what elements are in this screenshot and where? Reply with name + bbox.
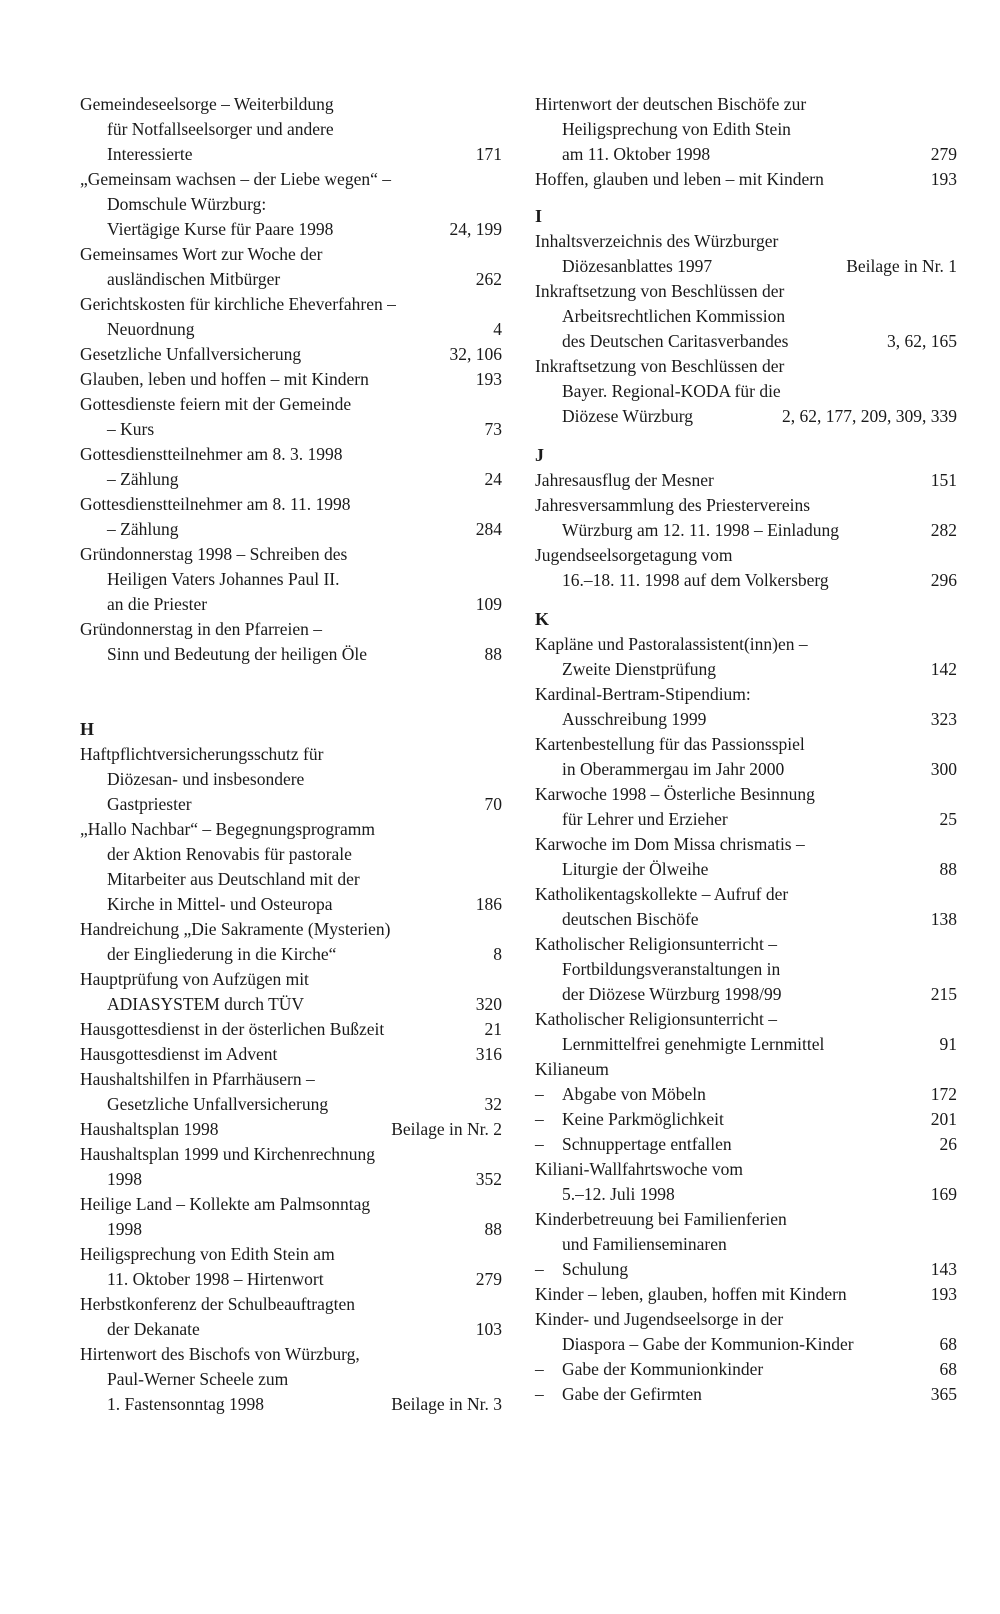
entry-text: Viertägige Kurse für Paare 1998: [107, 219, 334, 239]
entry-text: 5.–12. Juli 1998: [562, 1184, 675, 1204]
entry-text: Gabe der Kommunionkinder: [562, 1359, 764, 1379]
entry-text: Fortbildungsveranstaltungen in: [562, 959, 781, 979]
entry-page: Beilage in Nr. 2: [391, 1119, 502, 1139]
entry-text: Katholikentagskollekte – Aufruf der: [535, 884, 789, 904]
entry-page: 4: [493, 319, 502, 339]
index-entry: [80, 617, 502, 667]
entry-page: 142: [930, 659, 957, 679]
entry-text: Haftpflichtversicherungsschutz für: [80, 744, 324, 764]
index-entry: [80, 242, 502, 292]
entry-text: Haushaltsplan 1999 und Kirchenrechnung: [80, 1144, 375, 1164]
index-entry: [535, 832, 957, 882]
index-entry: [80, 1117, 502, 1142]
index-entry: [80, 542, 502, 617]
entry-page: 282: [930, 520, 957, 540]
entry-text: Gründonnerstag in den Pfarreien –: [80, 619, 323, 639]
entry-text: Keine Parkmöglichkeit: [562, 1109, 724, 1129]
entry-text: Heiligsprechung von Edith Stein am: [80, 1244, 335, 1264]
index-entry: [535, 1157, 957, 1207]
entry-text: Jahresausflug der Mesner: [535, 470, 714, 490]
index-entry: [535, 229, 957, 279]
entry-text: Hausgottesdienst in der österlichen Bußzeit: [80, 1019, 385, 1039]
entry-page: 193: [475, 369, 502, 389]
entry-text: Kiliani-Wallfahrtswoche vom: [535, 1159, 744, 1179]
entry-page: 88: [484, 644, 502, 664]
entry-text: ausländischen Mitbürger: [107, 269, 281, 289]
entry-page: 201: [930, 1109, 957, 1129]
entry-text: Jahresversammlung des Priestervereins: [535, 495, 811, 515]
entry-page: 143: [930, 1259, 957, 1279]
entry-text: der Eingliederung in die Kirche“: [107, 944, 337, 964]
index-entry: [535, 682, 957, 732]
entry-page: 169: [930, 1184, 957, 1204]
index-entry: [80, 92, 502, 167]
entry-text: deutschen Bischöfe: [562, 909, 699, 929]
entry-page: 323: [930, 709, 957, 729]
entry-text: Abgabe von Möbeln: [562, 1084, 706, 1104]
index-entry: [80, 1017, 502, 1042]
entry-text: Diözesan- und insbesondere: [107, 769, 305, 789]
entry-text: Gottesdienste feiern mit der Gemeinde: [80, 394, 352, 414]
entry-page: 262: [475, 269, 502, 289]
entry-text: Schulung: [562, 1259, 629, 1279]
entry-text: „Gemeinsam wachsen – der Liebe wegen“ –: [80, 169, 391, 189]
index-entry: [535, 1007, 957, 1057]
entry-text: Arbeitsrechtlichen Kommission: [562, 306, 786, 326]
index-entry: [80, 967, 502, 1017]
entry-page: 193: [930, 169, 957, 189]
index-entry: [535, 782, 957, 832]
left-g-entries: [80, 92, 502, 667]
entry-text: Inkraftsetzung von Beschlüssen der: [535, 281, 785, 301]
entry-text: Kinder- und Jugendseelsorge in der: [535, 1309, 784, 1329]
entry-text: 11. Oktober 1998 – Hirtenwort: [107, 1269, 324, 1289]
entry-text: Kinder – leben, glauben, hoffen mit Kindern: [535, 1284, 847, 1304]
entry-text: Glauben, leben und hoffen – mit Kindern: [80, 369, 369, 389]
index-entry: [535, 493, 957, 543]
entry-text: Kardinal-Bertram-Stipendium:: [535, 684, 751, 704]
entry-text: und Familienseminaren: [562, 1234, 727, 1254]
index-entry: [535, 1307, 957, 1407]
entry-page: 186: [475, 894, 502, 914]
dash-mark: –: [535, 1109, 544, 1129]
index-entry: [80, 292, 502, 342]
entry-page: 70: [484, 794, 502, 814]
entry-text: Liturgie der Ölweihe: [562, 859, 709, 879]
entry-text: an die Priester: [107, 594, 208, 614]
entry-page: 365: [930, 1384, 957, 1404]
entry-text: Gerichtskosten für kirchliche Eheverfahren –: [80, 294, 396, 314]
entry-text: Ausschreibung 1999: [562, 709, 707, 729]
right-h-entries: [535, 92, 957, 192]
index-entry: [80, 917, 502, 967]
entry-text: Gottesdienstteilnehmer am 8. 11. 1998: [80, 494, 351, 514]
index-entry: [80, 1042, 502, 1067]
entry-text: der Dekanate: [107, 1319, 200, 1339]
entry-text: Gemeinsames Wort zur Woche der: [80, 244, 323, 264]
index-entry: [80, 1292, 502, 1342]
entry-text: Paul-Werner Scheele zum: [107, 1369, 289, 1389]
entry-page: 279: [930, 144, 957, 164]
entry-text: Karwoche im Dom Missa chrismatis –: [535, 834, 805, 854]
entry-text: Katholischer Religionsunterricht –: [535, 1009, 778, 1029]
entry-text: Gründonnerstag 1998 – Schreiben des: [80, 544, 348, 564]
dash-mark: –: [535, 1134, 544, 1154]
entry-text: Neuordnung: [107, 319, 195, 339]
entry-page: 68: [939, 1334, 957, 1354]
index-entry: [80, 492, 502, 542]
entry-page: 3, 62, 165: [887, 331, 957, 351]
entry-text: – Zählung: [107, 469, 179, 489]
entry-text: Kartenbestellung für das Passionsspiel: [535, 734, 805, 754]
entry-text: am 11. Oktober 1998: [562, 144, 711, 164]
entry-text: Interessierte: [107, 144, 193, 164]
entry-text: Sinn und Bedeutung der heiligen Öle: [107, 644, 368, 664]
index-entry: [535, 1207, 957, 1282]
entry-text: Gemeindeseelsorge – Weiterbildung: [80, 94, 334, 114]
entry-page: 68: [939, 1359, 957, 1379]
entry-text: Gesetzliche Unfallversicherung: [80, 344, 302, 364]
entry-text: Inkraftsetzung von Beschlüssen der: [535, 356, 785, 376]
left-column: [80, 92, 502, 1417]
entry-text: „Hallo Nachbar“ – Begegnungsprogramm: [80, 819, 375, 839]
entry-page: 25: [939, 809, 957, 829]
entry-text: Kapläne und Pastoralassistent(inn)en –: [535, 634, 808, 654]
index-entry: [80, 1142, 502, 1192]
entry-page: Beilage in Nr. 3: [391, 1394, 502, 1414]
entry-text: Hausgottesdienst im Advent: [80, 1044, 278, 1064]
entry-page: 88: [484, 1219, 502, 1239]
dash-mark: –: [535, 1084, 544, 1104]
index-entry: [80, 1067, 502, 1117]
entry-text: ADIASYSTEM durch TÜV: [107, 994, 305, 1014]
sub-entry: [535, 1357, 957, 1382]
index-entry: [535, 732, 957, 782]
right-j-entries: [535, 468, 957, 593]
entry-page: 21: [484, 1019, 502, 1039]
entry-page: 172: [930, 1084, 957, 1104]
dash-mark: –: [535, 1359, 544, 1379]
entry-text: des Deutschen Caritasverbandes: [562, 331, 789, 351]
entry-text: Kilianeum: [535, 1059, 609, 1079]
dash-mark: –: [535, 1259, 544, 1279]
entry-text: Diözese Würzburg: [562, 406, 694, 426]
entry-text: 1998: [107, 1169, 142, 1189]
entry-text: Katholischer Religionsunterricht –: [535, 934, 778, 954]
entry-text: 16.–18. 11. 1998 auf dem Volkersberg: [562, 570, 829, 590]
sub-entry: [535, 1257, 957, 1282]
index-entry: [535, 632, 957, 682]
entry-text: Karwoche 1998 – Österliche Besinnung: [535, 784, 815, 804]
entry-text: Zweite Dienstprüfung: [562, 659, 717, 679]
entry-text: in Oberammergau im Jahr 2000: [562, 759, 785, 779]
entry-text: Mitarbeiter aus Deutschland mit der: [107, 869, 360, 889]
index-entry: [535, 1057, 957, 1157]
entry-text: Diözesanblattes 1997: [562, 256, 713, 276]
entry-text: Jugendseelsorgetagung vom: [535, 545, 733, 565]
entry-page: 91: [939, 1034, 957, 1054]
index-entry: [535, 543, 957, 593]
entry-text: – Zählung: [107, 519, 179, 539]
index-entry: [535, 279, 957, 354]
entry-text: Haushaltshilfen in Pfarrhäusern –: [80, 1069, 315, 1089]
index-entry: [80, 817, 502, 917]
entry-page: 279: [475, 1269, 502, 1289]
entry-text: Gabe der Gefirmten: [562, 1384, 702, 1404]
sub-entry: [535, 1132, 957, 1157]
entry-text: Hauptprüfung von Aufzügen mit: [80, 969, 309, 989]
entry-text: Inhaltsverzeichnis des Würzburger: [535, 231, 779, 251]
entry-page: 215: [930, 984, 957, 1004]
entry-page: 103: [475, 1319, 502, 1339]
entry-page: Beilage in Nr. 1: [846, 256, 957, 276]
entry-text: der Aktion Renovabis für pastorale: [107, 844, 352, 864]
entry-page: 316: [475, 1044, 502, 1064]
entry-text: Schnuppertage entfallen: [562, 1134, 732, 1154]
entry-text: Heiligsprechung von Edith Stein: [562, 119, 791, 139]
entry-text: Domschule Würzburg:: [107, 194, 267, 214]
index-entry: [80, 742, 502, 817]
entry-page: 73: [484, 419, 502, 439]
entry-text: Gesetzliche Unfallversicherung: [107, 1094, 329, 1114]
entry-page: 320: [475, 994, 502, 1014]
index-entry: [535, 92, 957, 167]
index-entry: [535, 354, 957, 429]
entry-page: 24: [484, 469, 502, 489]
index-entry: [535, 1282, 957, 1307]
entry-text: für Notfallseelsorger und andere: [107, 119, 334, 139]
index-entry: [80, 392, 502, 442]
entry-text: Gottesdienstteilnehmer am 8. 3. 1998: [80, 444, 343, 464]
left-h-entries: [80, 742, 502, 1417]
section-letter-h: H: [80, 719, 95, 739]
entry-page: 300: [930, 759, 957, 779]
entry-text: Hirtenwort der deutschen Bischöfe zur: [535, 94, 807, 114]
section-letter-j: J: [535, 445, 544, 465]
entry-page: 32: [484, 1094, 502, 1114]
entry-text: – Kurs: [107, 419, 155, 439]
index-entry: [80, 1342, 502, 1417]
entry-text: Haushaltsplan 1998: [80, 1119, 219, 1139]
right-k-entries: [535, 632, 957, 1407]
index-entry: [80, 167, 502, 242]
entry-text: Hirtenwort des Bischofs von Würzburg,: [80, 1344, 360, 1364]
entry-page: 8: [493, 944, 502, 964]
entry-page: 193: [930, 1284, 957, 1304]
entry-text: 1. Fastensonntag 1998: [107, 1394, 265, 1414]
sub-entry: [535, 1382, 957, 1407]
entry-page: 284: [475, 519, 502, 539]
sub-entry: [535, 1082, 957, 1107]
entry-text: 1998: [107, 1219, 142, 1239]
entry-text: der Diözese Würzburg 1998/99: [562, 984, 782, 1004]
entry-text: Diaspora – Gabe der Kommunion-Kinder: [562, 1334, 854, 1354]
index-entry: [535, 882, 957, 932]
index-entry: [80, 442, 502, 492]
entry-text: Handreichung „Die Sakramente (Mysterien): [80, 919, 391, 939]
dash-mark: –: [535, 1384, 544, 1404]
entry-page: 32, 106: [449, 344, 502, 364]
index-entry: [80, 1192, 502, 1242]
right-column: [535, 92, 957, 1407]
entry-text: Bayer. Regional-KODA für die: [562, 381, 781, 401]
entry-text: Hoffen, glauben und leben – mit Kindern: [535, 169, 824, 189]
index-entry: [80, 342, 502, 367]
entry-text: für Lehrer und Erzieher: [562, 809, 728, 829]
index-entry: [535, 167, 957, 192]
entry-page: 138: [930, 909, 957, 929]
sub-entry: [535, 1107, 957, 1132]
entry-text: Gastpriester: [107, 794, 192, 814]
right-i-entries: [535, 229, 957, 429]
entry-page: 26: [939, 1134, 957, 1154]
entry-page: 24, 199: [449, 219, 502, 239]
section-letter-k: K: [535, 609, 550, 629]
entry-page: 151: [930, 470, 957, 490]
entry-text: Herbstkonferenz der Schulbeauftragten: [80, 1294, 356, 1314]
index-entry: [535, 932, 957, 1007]
index-entry: [80, 1242, 502, 1292]
entry-page: 2, 62, 177, 209, 309, 339: [782, 406, 957, 426]
section-letter-i: I: [535, 206, 543, 226]
index-entry: [80, 367, 502, 392]
entry-page: 171: [475, 144, 502, 164]
entry-text: Kinderbetreuung bei Familienferien: [535, 1209, 787, 1229]
entry-text: Heiligen Vaters Johannes Paul II.: [107, 569, 340, 589]
entry-text: Würzburg am 12. 11. 1998 – Einladung: [562, 520, 840, 540]
entry-text: Lernmittelfrei genehmigte Lernmittel: [562, 1034, 825, 1054]
entry-page: 352: [475, 1169, 502, 1189]
entry-page: 296: [930, 570, 957, 590]
entry-text: Heilige Land – Kollekte am Palmsonntag: [80, 1194, 371, 1214]
index-entry: [535, 468, 957, 493]
entry-text: Kirche in Mittel- und Osteuropa: [107, 894, 333, 914]
entry-page: 88: [939, 859, 957, 879]
entry-page: 109: [475, 594, 502, 614]
